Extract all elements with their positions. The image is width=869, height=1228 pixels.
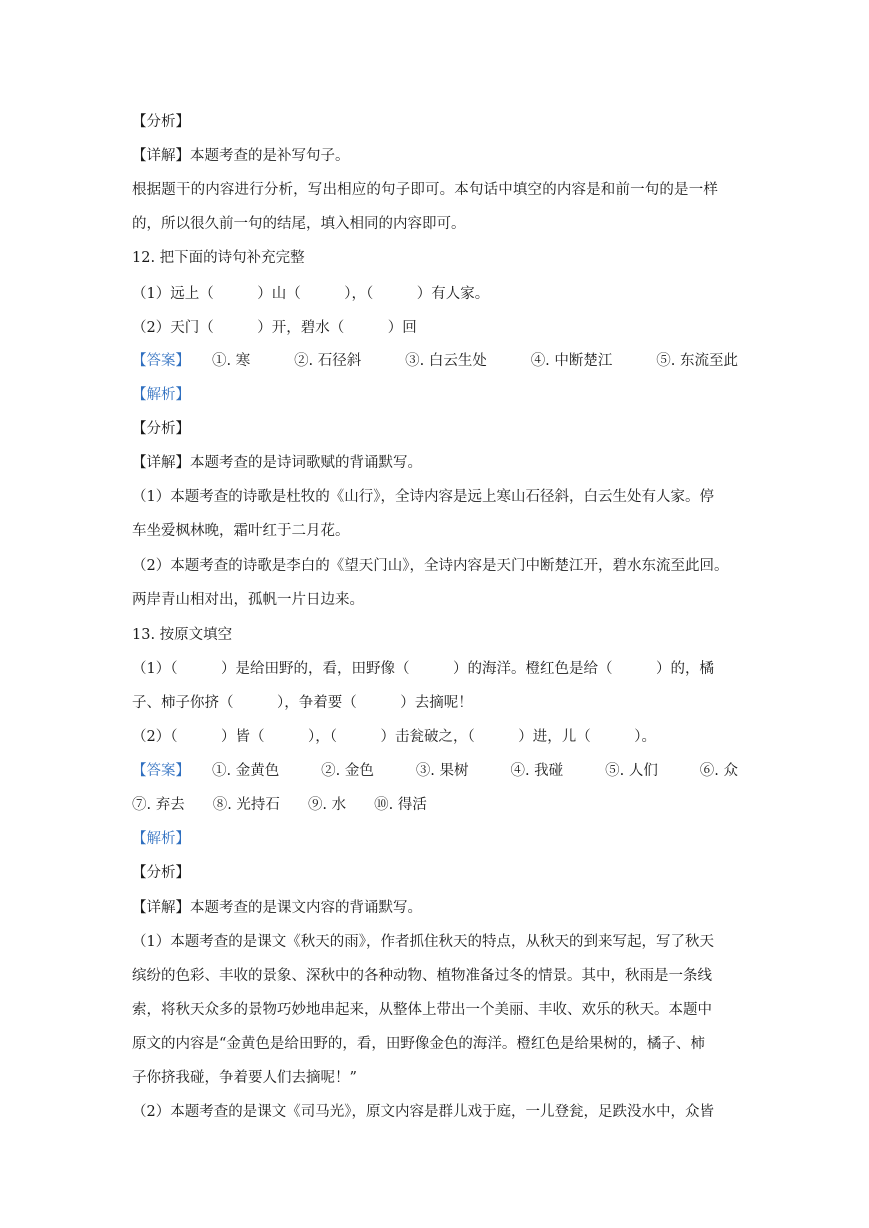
answer-option: ⑥. 众 xyxy=(699,763,738,779)
analysis-heading: 【分析】 xyxy=(132,421,190,437)
answer-option: ④. 中断楚江 xyxy=(530,353,613,369)
paragraph-line: （1）本题考查的诗歌是杜牧的《山行》，全诗内容是远上寒山石径斜，白云生处有人家。停 xyxy=(132,489,714,505)
question-12-title: 12. 把下面的诗句补充完整 xyxy=(132,250,305,266)
answer-option: ⑩. 得活 xyxy=(374,797,427,813)
answer-option: ⑧. 光持石 xyxy=(212,797,280,813)
answer-option: ⑤. 人们 xyxy=(605,763,658,779)
paragraph-line: （2）本题考查的诗歌是李白的《望天门山》，全诗内容是天门中断楚江开，碧水东流至此回。 xyxy=(132,558,729,574)
paragraph-line: 缤纷的色彩、丰收的景象、深秋中的各种动物、植物准备过冬的情景。其中，秋雨是一条线 xyxy=(132,968,712,984)
question-13-answer-row xyxy=(132,761,738,781)
detail-explanation: 【详解】本题考查的是诗词歌赋的背诵默写。 xyxy=(132,455,422,471)
detail-explanation: 【详解】本题考查的是课文内容的背诵默写。 xyxy=(132,900,422,916)
answer-option: ④. 我碰 xyxy=(510,763,564,779)
paragraph-line: （2）本题考查的是课文《司马光》，原文内容是群儿戏于庭，一儿登瓮，足跌没水中，众皆 xyxy=(132,1104,714,1120)
paragraph-line: 车坐爱枫林晚，霜叶红于二月花。 xyxy=(132,523,350,539)
answer-tag: 【答案】 xyxy=(132,353,190,369)
answer-option: ②. 石径斜 xyxy=(294,353,362,369)
paragraph-line: 原文的内容是“金黄色是给田野的，看，田野像金色的海洋。橙红色是给果树的，橘子、柿 xyxy=(132,1036,705,1052)
answer-options xyxy=(212,761,738,781)
answer-option: ⑤. 东流至此 xyxy=(656,353,738,369)
answer-option: ①. 金黄色 xyxy=(212,763,280,779)
answer-option: ⑨. 水 xyxy=(307,797,347,813)
question-13-item-1: （1）（ ）是给田野的，看，田野像（ ）的海洋。橙红色是给（ ）的，橘 xyxy=(132,661,714,677)
paragraph-line: 的，所以很久前一句的结尾，填入相同的内容即可。 xyxy=(132,216,466,232)
paragraph-line: 两岸青山相对出，孤帆一片日边来。 xyxy=(132,592,364,608)
paragraph-line: （1）本题考查的是课文《秋天的雨》，作者抓住秋天的特点，从秋天的到来写起，写了秋天 xyxy=(132,934,714,950)
answer-options xyxy=(212,351,738,371)
detail-explanation: 【详解】本题考查的是补写句子。 xyxy=(132,148,350,164)
paragraph-line: 索，将秋天众多的景物巧妙地串起来，从整体上带出一个美丽、丰收、欢乐的秋天。本题中 xyxy=(132,1002,712,1018)
answer-option: ②. 金色 xyxy=(321,763,374,779)
answer-options xyxy=(132,795,738,815)
paragraph-line: 根据题干的内容进行分析，写出相应的句子即可。本句话中填空的内容是和前一句的是一样 xyxy=(132,182,718,198)
question-12-item-2: （2）天门（ ）开，碧水（ ）回 xyxy=(132,320,417,336)
analysis-heading: 【分析】 xyxy=(132,865,190,881)
question-13-answer-row-2 xyxy=(132,795,738,815)
question-13-title: 13. 按原文填空 xyxy=(132,627,233,643)
answer-option: ①. 寒 xyxy=(212,353,251,369)
analysis-heading: 【分析】 xyxy=(132,114,190,130)
question-12-answer-row xyxy=(132,351,738,371)
answer-option: ③. 白云生处 xyxy=(405,353,487,369)
question-13-item-1-cont: 子、柿子你挤（ ），争着要（ ）去摘呢！ xyxy=(132,695,473,711)
paragraph-line: 子你挤我碰，争着要人们去摘呢！” xyxy=(132,1070,357,1086)
question-13-item-2: （2）（ ）皆（ ），（ ）击瓮破之，（ ）进，儿（ ）。 xyxy=(132,729,656,745)
answer-option: ③. 果树 xyxy=(415,763,469,779)
answer-option: ⑦. 弃去 xyxy=(132,797,185,813)
solution-heading: 【解析】 xyxy=(132,831,190,847)
answer-tag: 【答案】 xyxy=(132,763,190,779)
solution-heading: 【解析】 xyxy=(132,387,190,403)
question-12-item-1: （1）远上（ ）山（ ），（ ）有人家。 xyxy=(132,286,490,302)
